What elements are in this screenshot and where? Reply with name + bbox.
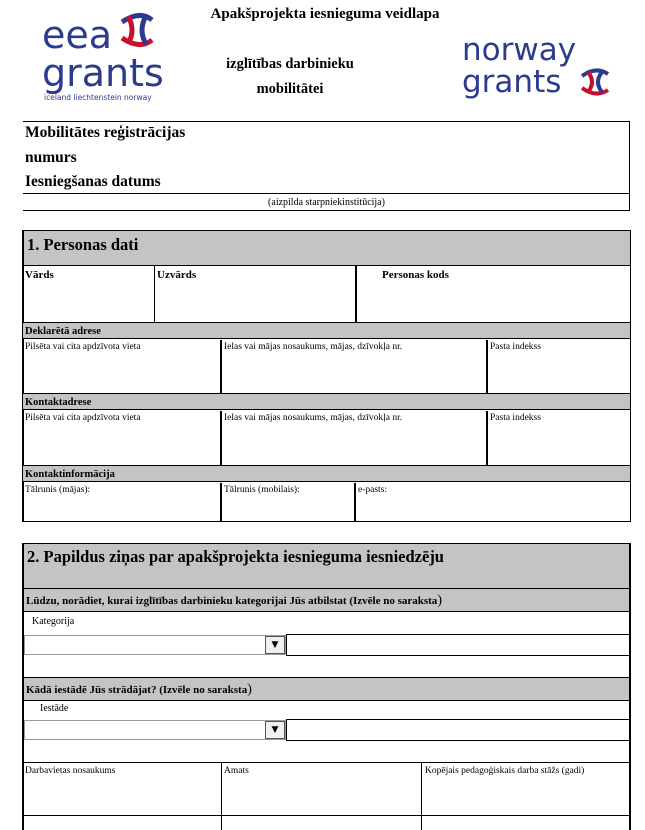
- section2-title: 2. Papildus ziņas par apakšprojekta iesnieguma iesniedzēju: [24, 544, 629, 588]
- institution-dropdown-button[interactable]: ▼: [265, 721, 285, 739]
- contact-street-field[interactable]: Ielas vai mājas nosaukums, mājas, dzīvokļa nr.: [224, 413, 403, 423]
- first-name-field[interactable]: Vārds: [25, 269, 54, 281]
- eea-logo-word2: grants: [42, 51, 164, 95]
- registration-bottom-line: [23, 210, 630, 211]
- position-field[interactable]: Amats: [224, 766, 249, 776]
- contact-postal-field[interactable]: Pasta indekss: [490, 413, 541, 423]
- phone-home-field[interactable]: Tālrunis (mājas):: [25, 485, 91, 495]
- contact-address-heading: Kontaktadrese: [23, 393, 630, 410]
- workplace-field[interactable]: Darbavietas nosaukums: [25, 766, 116, 776]
- registration-number-label: Mobilitātes reģistrācijas: [25, 124, 186, 141]
- category-question-paren: ): [437, 593, 442, 608]
- email-field[interactable]: e-pasts:: [358, 485, 388, 495]
- institution-question-text: Kādā iestādē Jūs strādājat? (Izvēle no saraksta: [26, 684, 248, 696]
- eea-logo-word1: eea: [42, 13, 113, 57]
- institution-label: Iestāde: [40, 703, 69, 714]
- registration-divider: [23, 193, 630, 194]
- submission-date-label: Iesniegšanas datums: [25, 173, 161, 190]
- experience-field[interactable]: Kopējais pedagoģiskais darba stāžs (gadi): [425, 766, 585, 776]
- norway-logo-word2: grants: [462, 64, 562, 100]
- registration-note: (aizpilda starpniekinstitūcija): [268, 197, 385, 208]
- institution-select[interactable]: [24, 720, 286, 740]
- category-question: [24, 588, 629, 612]
- declared-city-field[interactable]: Pilsēta vai cita apdzīvota vieta: [25, 342, 141, 352]
- form-subtitle: [190, 52, 390, 102]
- declared-address-heading: Deklarētā adrese: [23, 322, 630, 339]
- category-question-text: Lūdzu, norādiet, kurai izglītības darbinieku kategorijai Jūs atbilstat (Izvēle no saraksta: [26, 595, 438, 607]
- institution-question-paren: ): [247, 682, 252, 697]
- category-select[interactable]: [24, 635, 286, 655]
- contact-city-field[interactable]: Pilsēta vai cita apdzīvota vieta: [25, 413, 141, 423]
- declared-street-field[interactable]: Ielas vai mājas nosaukums, mājas, dzīvokļa nr.: [224, 342, 403, 352]
- institution-question: [24, 677, 629, 701]
- declared-postal-field[interactable]: Pasta indekss: [490, 342, 541, 352]
- eea-logo-tagline: iceland liechtenstein norway: [44, 93, 152, 102]
- last-name-field[interactable]: Uzvārds: [157, 269, 197, 281]
- form-subtitle-line2: mobilitātei: [256, 81, 324, 97]
- personal-code-field[interactable]: Personas kods: [382, 269, 449, 281]
- form-title: Apakšprojekta iesnieguma veidlapa: [210, 6, 440, 22]
- form-subtitle-line1: izglītības darbinieku: [226, 56, 354, 72]
- eea-grants-logo: [40, 8, 170, 103]
- phone-mobile-field[interactable]: Tālrunis (mobilais):: [224, 485, 300, 495]
- contact-info-heading: Kontaktinformācija: [23, 465, 630, 482]
- category-label: Kategorija: [32, 616, 75, 627]
- category-dropdown-button[interactable]: ▼: [265, 636, 285, 654]
- norway-logo-word1: norway: [462, 32, 577, 68]
- registration-number-label-2: numurs: [25, 149, 77, 166]
- norway-grants-logo: [460, 30, 630, 100]
- section1-title: 1. Personas dati: [24, 231, 630, 265]
